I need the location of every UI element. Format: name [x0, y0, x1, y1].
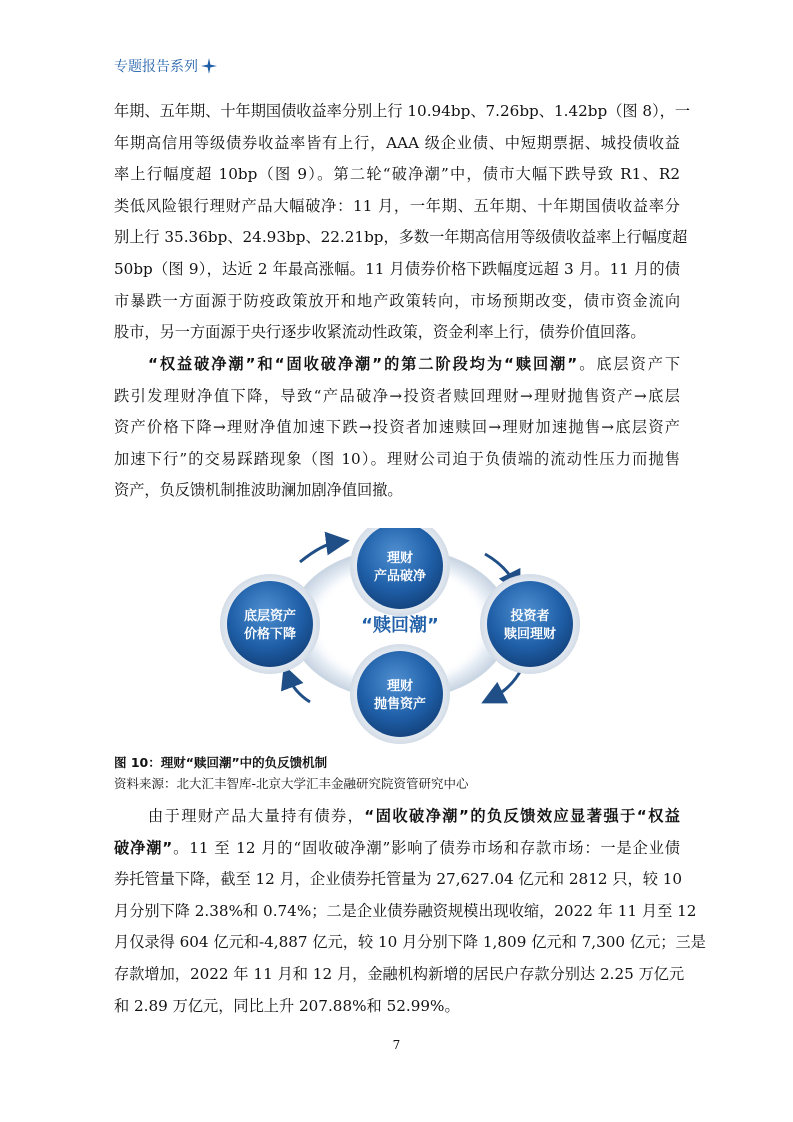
- text-line: [114, 349, 680, 381]
- center-label: “赎回潮”: [361, 615, 439, 636]
- emphasis-text: 破净潮”: [114, 838, 173, 857]
- figure-caption: 图 10：理财“赎回潮”中的负反馈机制: [114, 755, 328, 770]
- node-label-top: 底层资产: [243, 609, 297, 624]
- node-label-top: 投资者: [510, 609, 550, 624]
- node-investor-redemption: [480, 574, 580, 674]
- text-line: 别上行 35.36bp、24.93bp、22.21bp，多数一年期高信用等级债收益率上行幅度超: [114, 228, 688, 247]
- text-fragment: 由于理财产品大量持有债券，: [148, 807, 365, 825]
- text-line: 年期、五年期、十年期国债收益率分别上行 10.94bp、7.26bp、1.42bp（图 8），一: [114, 102, 691, 120]
- text-line: 和 2.89 万亿元，同比上升 207.88%和 52.99%。: [114, 996, 460, 1015]
- text-line: 类低风险银行理财产品大幅破净：11 月，一年期、五年期、十年期国债收益率分: [114, 196, 680, 215]
- node-label-top: 理财: [386, 551, 414, 566]
- paragraph-1: [114, 96, 691, 349]
- node-asset-price-decline: [220, 574, 320, 674]
- text-line: 年期高信用等级债券收益率皆有上行，AAA 级企业债、中短期票据、城投债收益: [114, 133, 680, 152]
- node-label-bottom: 抛售资产: [373, 697, 427, 712]
- text-line: 加速下行”的交易踩踏现象（图 10）。理财公司迫于负债端的流动性压力而抛售: [114, 449, 680, 468]
- text-line: 股市，另一方面源于央行逐步收紧流动性政策，资金利率上行，债券价值回落。: [114, 323, 646, 342]
- text-line: [114, 833, 680, 865]
- cycle-arrow: [300, 542, 338, 562]
- node-label-top: 理财: [386, 679, 414, 694]
- report-header: [114, 56, 217, 76]
- text-line: 存款增加，2022 年 11 月和 12 月，金融机构新增的居民户存款分别达 2.25 万亿元: [114, 964, 685, 983]
- text-line: 资产价格下降→理财净值加速下跌→投资者加速赎回→理财加速抛售→底层资产: [114, 418, 680, 437]
- text-fragment: 。底层资产下: [577, 355, 681, 373]
- node-asset-sale: [350, 644, 450, 744]
- text-line: 率上行幅度超 10bp（图 9）。第二轮“破净潮”中，债市大幅下跌导致 R1、R2: [114, 165, 680, 184]
- text-fragment: 。11 至 12 月的“固收破净潮”影响了债券市场和存款市场：一是企业债: [172, 838, 680, 857]
- node-label-bottom: 产品破净: [373, 569, 427, 584]
- cycle-arrow: [288, 676, 310, 702]
- page-number: 7: [392, 1038, 401, 1052]
- redemption-cycle-diagram: [210, 528, 590, 758]
- node-label-bottom: 赎回理财: [503, 627, 557, 642]
- text-line: 券托管量下降，截至 12 月，企业债券托管量为 27,627.04 亿元和 2812 只，较 10: [114, 870, 683, 889]
- text-line: 月仅录得 604 亿元和-4,887 亿元，较 10 月分别下降 1,809 亿元和 7,300 亿元；三是: [114, 933, 706, 952]
- text-line: [114, 801, 680, 833]
- header-title: 专题报告系列: [114, 59, 198, 75]
- text-line: 资产，负反馈机制推波助澜加剧净值回撤。: [114, 481, 403, 500]
- paragraph-2: [114, 349, 680, 507]
- text-line: 50bp（图 9），达近 2 年最高涨幅。11 月债券价格下跌幅度远超 3 月。11 月的债: [114, 259, 680, 278]
- text-line: 市暴跌一方面源于防疫政策放开和地产政策转向，市场预期改变，债市资金流向: [114, 291, 680, 310]
- emphasis-text: “固收破净潮”的负反馈效应显著强于“权益: [364, 807, 680, 825]
- sparkle-star-icon: [201, 58, 217, 74]
- cycle-arrow: [492, 668, 522, 698]
- node-label-bottom: 价格下降: [243, 627, 297, 642]
- text-line: 跌引发理财净值下降，导致“产品破净→投资者赎回理财→理财抛售资产→底层: [114, 386, 680, 405]
- emphasis-text: “权益破净潮”和“固收破净潮”的第二阶段均为“赎回潮”: [148, 355, 578, 373]
- paragraph-3: [114, 801, 706, 1022]
- figure-source: 资料来源：北大汇丰智库-北京大学汇丰金融研究院资管研究中心: [114, 776, 469, 791]
- text-line: 月分别下降 2.38%和 0.74%；二是企业债券融资规模出现收缩，2022 年 11 月至 12: [114, 901, 697, 920]
